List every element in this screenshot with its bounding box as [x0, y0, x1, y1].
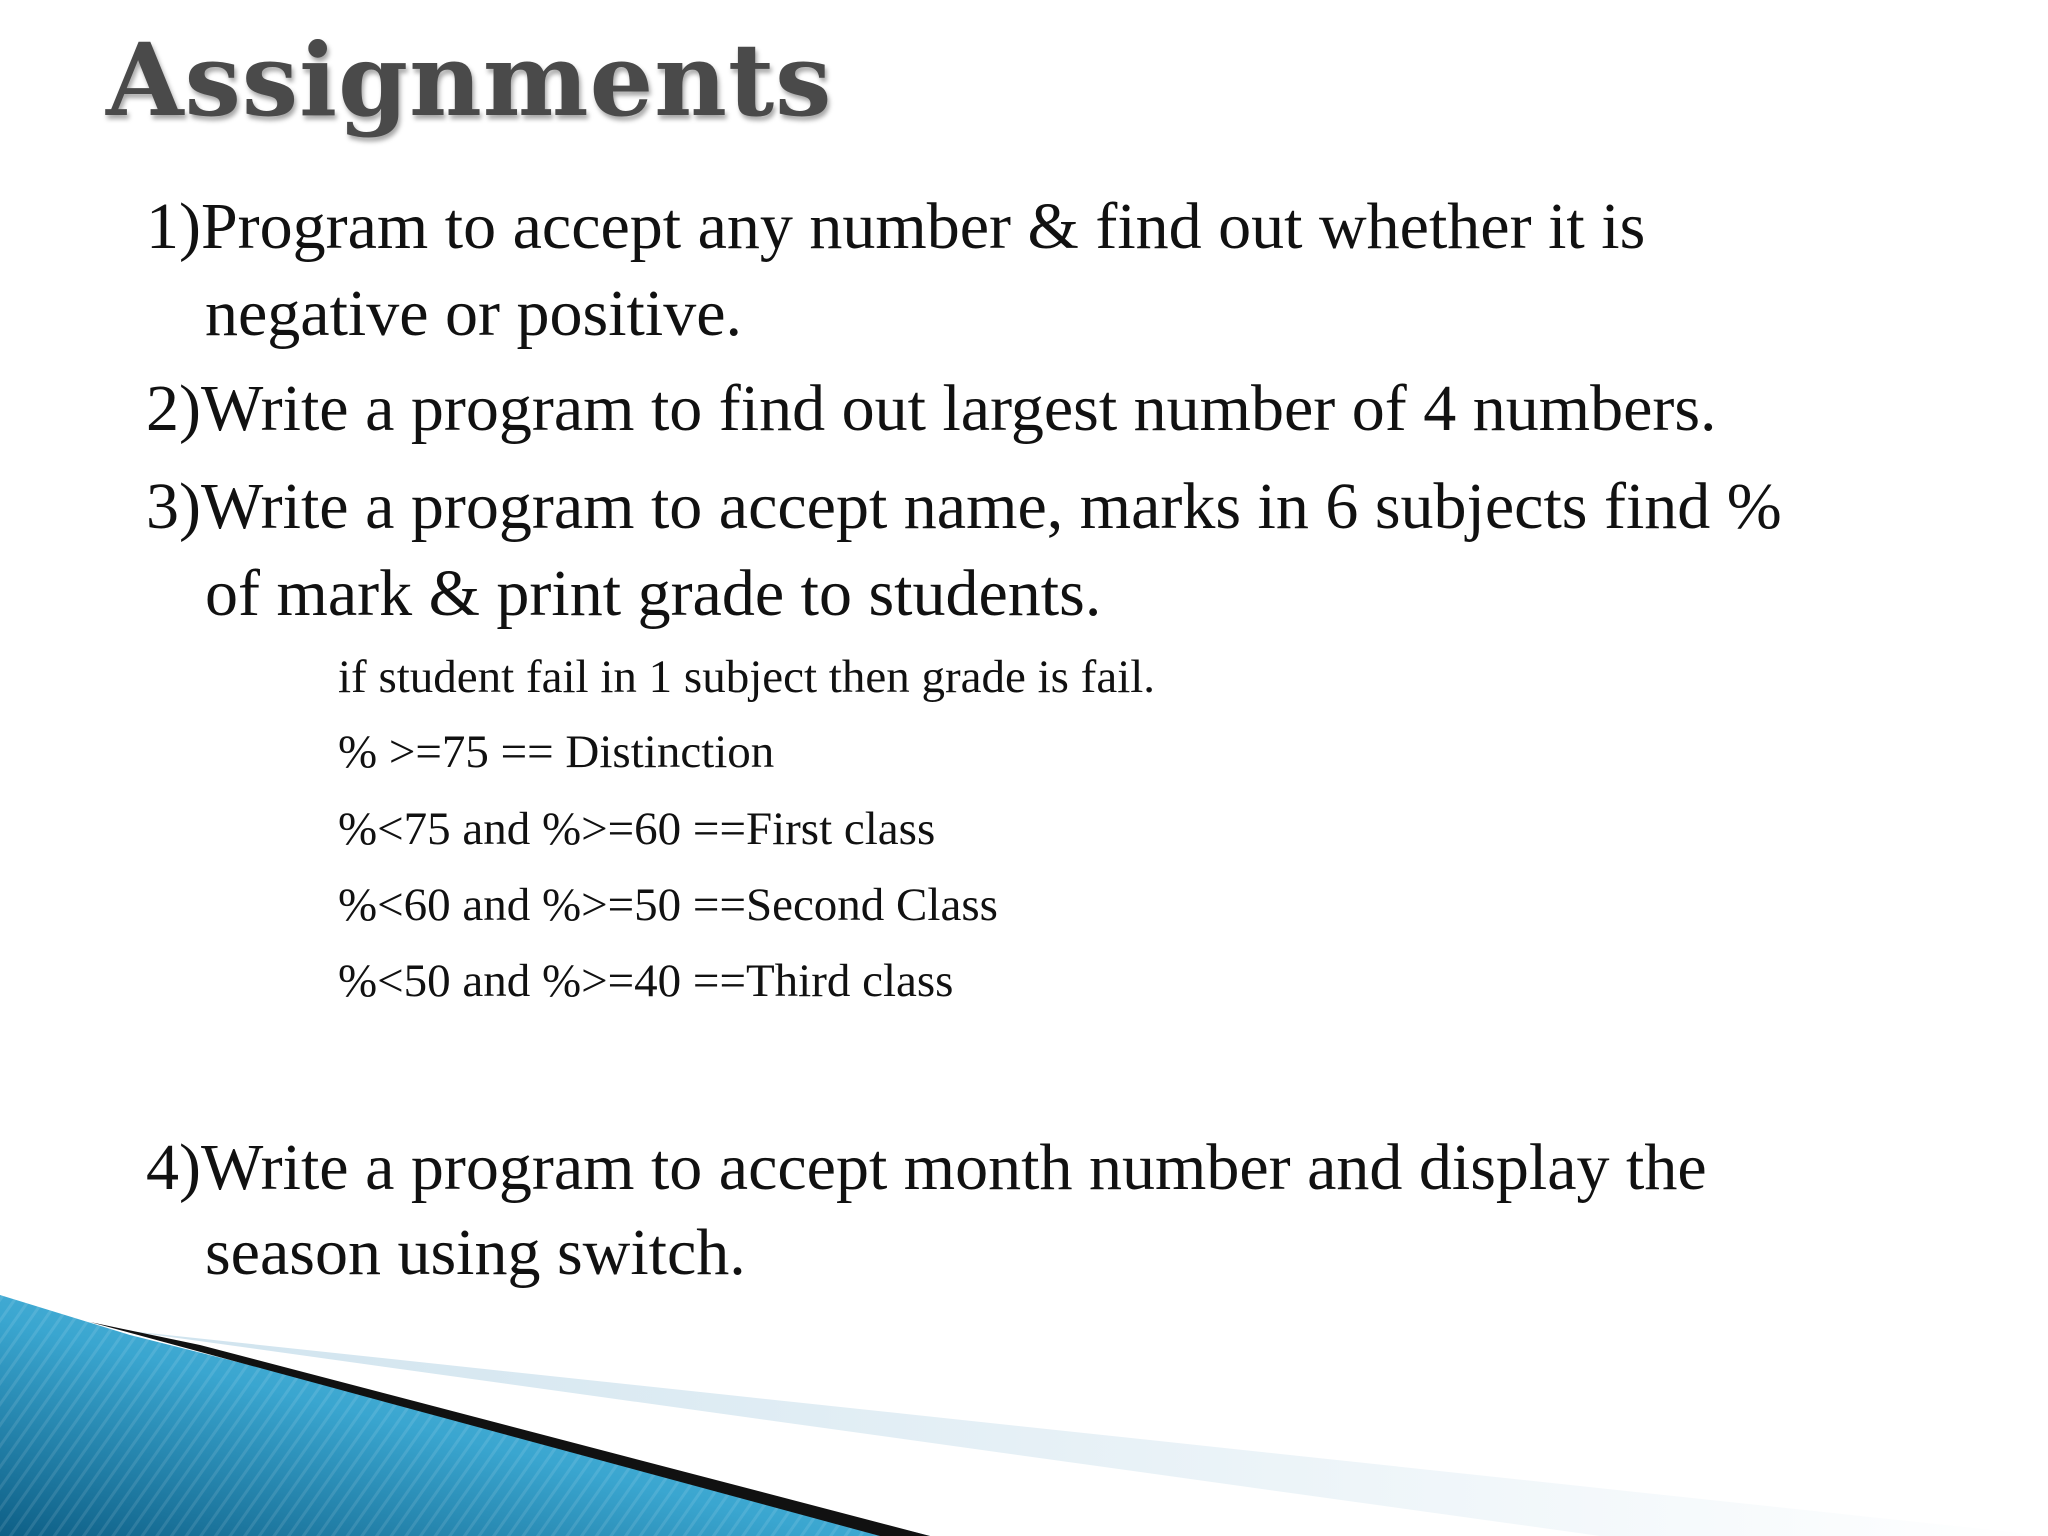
- rule-fail: if student fail in 1 subject then grade is fail.: [338, 651, 1156, 703]
- rule-third-class: %<50 and %>=40 ==Third class: [338, 955, 954, 1007]
- rule-distinction: % >=75 == Distinction: [338, 726, 775, 778]
- item-3-line-2: of mark & print grade to students.: [205, 557, 1102, 630]
- item-4-line-1: 4)Write a program to accept month number and display the: [146, 1131, 1707, 1204]
- item-4-line-2: season using switch.: [205, 1216, 746, 1289]
- item-3-line-1: 3)Write a program to accept name, marks in 6 subjects find %: [146, 470, 1782, 543]
- item-1-line-1: 1)Program to accept any number & find out whether it is: [146, 190, 1646, 263]
- slide-title: Assignments: [106, 21, 833, 139]
- item-2-line-1: 2)Write a program to find out largest number of 4 numbers.: [146, 372, 1717, 445]
- rule-second-class: %<60 and %>=50 ==Second Class: [338, 879, 998, 931]
- item-1-line-2: negative or positive.: [205, 277, 743, 350]
- rule-first-class: %<75 and %>=60 ==First class: [338, 803, 936, 855]
